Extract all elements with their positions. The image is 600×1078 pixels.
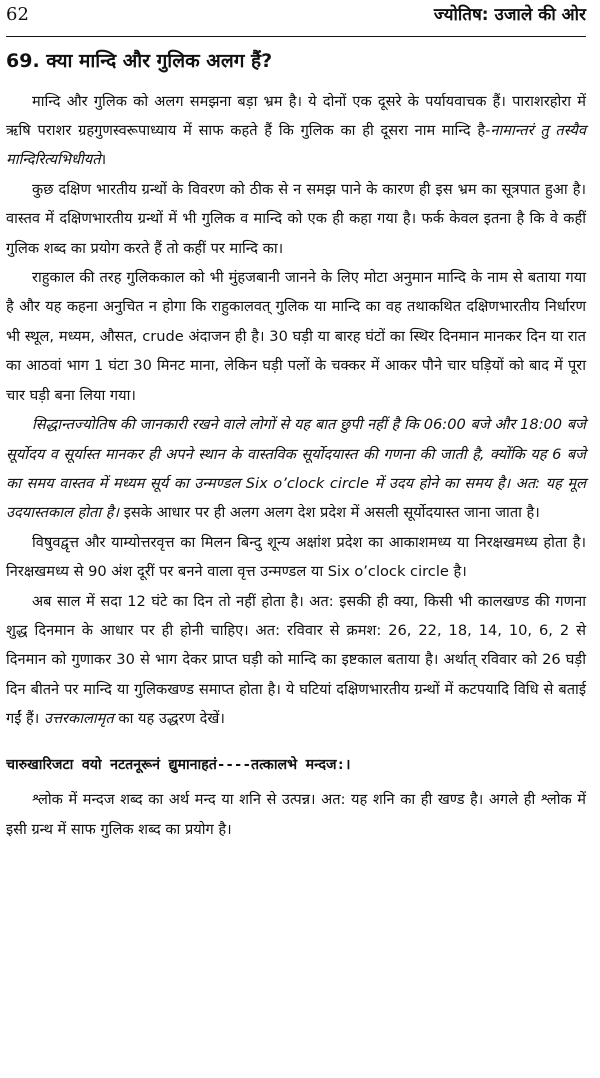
paragraph-4 [6, 410, 586, 528]
paragraph-1-end: । [100, 151, 107, 169]
paragraph-1-quote: नामान्तरं तु तस्यैव मान्दिरित्यभिधीयते [6, 122, 587, 169]
section-title: 69. क्या मान्दि और गुलिक अलग हैं? [6, 50, 273, 72]
paragraph-3: राहुकाल की तरह गुलिककाल को भी मुंहजबानी जानने के लिए मोटा अनुमान मान्दि के नाम से बताया गया है और यह कहना अनुचित न होगा कि राहुकालवत् गुलिक या मान्दि का वह तथाकथित दक्षिणभारतीय निर्धारण भी स्थूल, मध्यम, औसत, crude अंदाजन ही है। 30 घड़ी या बारह घंटों का स्थिर दिनमान मानकर दिन या रात का आठवां भाग 1 घंटा 30 मिनट माना, लेकिन घड़ी पलों के चक्कर में आकर पौने चार घड़ियों को बाद में पूरा चार घड़ी बना लिया गया। [6, 269, 586, 404]
paragraph-6 [6, 587, 586, 734]
paragraph-5: विषुवद्वृत्त और याम्योत्तरवृत्त का मिलन बिन्दु शून्य अक्षांश प्रदेश का आकाशमध्य या निरक्षखमध्य होता है।निरक्षखमध्य से 90 अंश दूरीं पर बनने वाला वृत्त उन्मण्डल या Six o’clock circle है। [6, 533, 586, 581]
page-header [6, 0, 586, 34]
verse-quote: चारुखारिजटा वयो नटतनूरूनं द्युमानाहतं----तत्कालभे मन्दज:। [6, 756, 351, 773]
paragraph-1 [6, 87, 586, 175]
page-number: 62 [6, 4, 29, 25]
paragraph-6-text: अब साल में सदा 12 घंटे का दिन तो नहीं होता है। अत: इसकी ही क्या, किसी भी कालखण्ड की गणना शुद्ध दिनमान के आधार पर ही होनी चाहिए। अत: रविवार से क्रमश: 26, 22, 18, 14, 10, 6, 2 से दिनमान को गुणाकर 30 से भाग देकर प्राप्त घड़ी को मान्दि का इष्टकाल बताया है। अर्थात् रविवार को 26 घड़ी दिन बीतने पर मान्दि या गुलिकखण्ड समाप्त होता है। ये घटियां दक्षिणभारतीय ग्रन्थों में कटपयादि विधि से बताई गईं हैं। [6, 592, 586, 728]
paragraph-6-end: का यह उद्धरण देखें। [113, 710, 225, 728]
header-rule [6, 36, 586, 37]
paragraph-4-italic: सिद्धान्तज्योतिष की जानकारी रखने वाले लोगों से यह बात छुपी नहीं है कि 06:00 बजे और 18:00 बजे सूर्योदय व सूर्यास्त मानकर ही अपने स्थान के वास्तविक सूर्योदयास्त की गणना की जाती है, क्योंकि यह 6 बजे का समय वास्तव में मध्यम सूर्य का उन्मण्डल Six o’clock circle में उदय होने का समय है। अत: यह मूल उदयास्तकाल होता है। [6, 416, 586, 522]
paragraph-7: श्लोक में मन्दज शब्द का अर्थ मन्द या शनि से उत्पन्न। अत: यह शनि का ही खण्ड है। अगले ही श्लोक में इसी ग्रन्थ में साफ गुलिक शब्द का प्रयोग है। [6, 791, 586, 838]
paragraph-6-source: उत्तरकालामृत [43, 710, 114, 728]
paragraph-2: कुछ दक्षिण भारतीय ग्रन्थों के विवरण को ठीक से न समझ पाने के कारण ही इस भ्रम का सूत्रपात हुआ है। वास्तव में दक्षिणभारतीय ग्रन्थों में भी गुलिक व मान्दि को एक ही कहा गया है। फर्क केवल इतना है कि वे कहीं गुलिक शब्द का प्रयोग करते हैं तो कहीं पर मान्दि का। [6, 180, 586, 257]
paragraph-1-text: मान्दि और गुलिक को अलग समझना बड़ा भ्रम है। ये दोनों एक दूसरे के पर्यायवाचक हैं। पाराशरहोरा में ऋषि पराशर ग्रहगुणस्वरूपाध्याय में साफ कहते हैं कि गुलिक का ही दूसरा नाम मान्दि है- [6, 92, 586, 140]
running-head: ज्योतिष: उजाले की ओर [433, 5, 586, 25]
paragraph-4-normal: इसके आधार पर ही अलग अलग देश प्रदेश में असली सूर्योदयास्त जाना जाता है। [119, 504, 540, 522]
